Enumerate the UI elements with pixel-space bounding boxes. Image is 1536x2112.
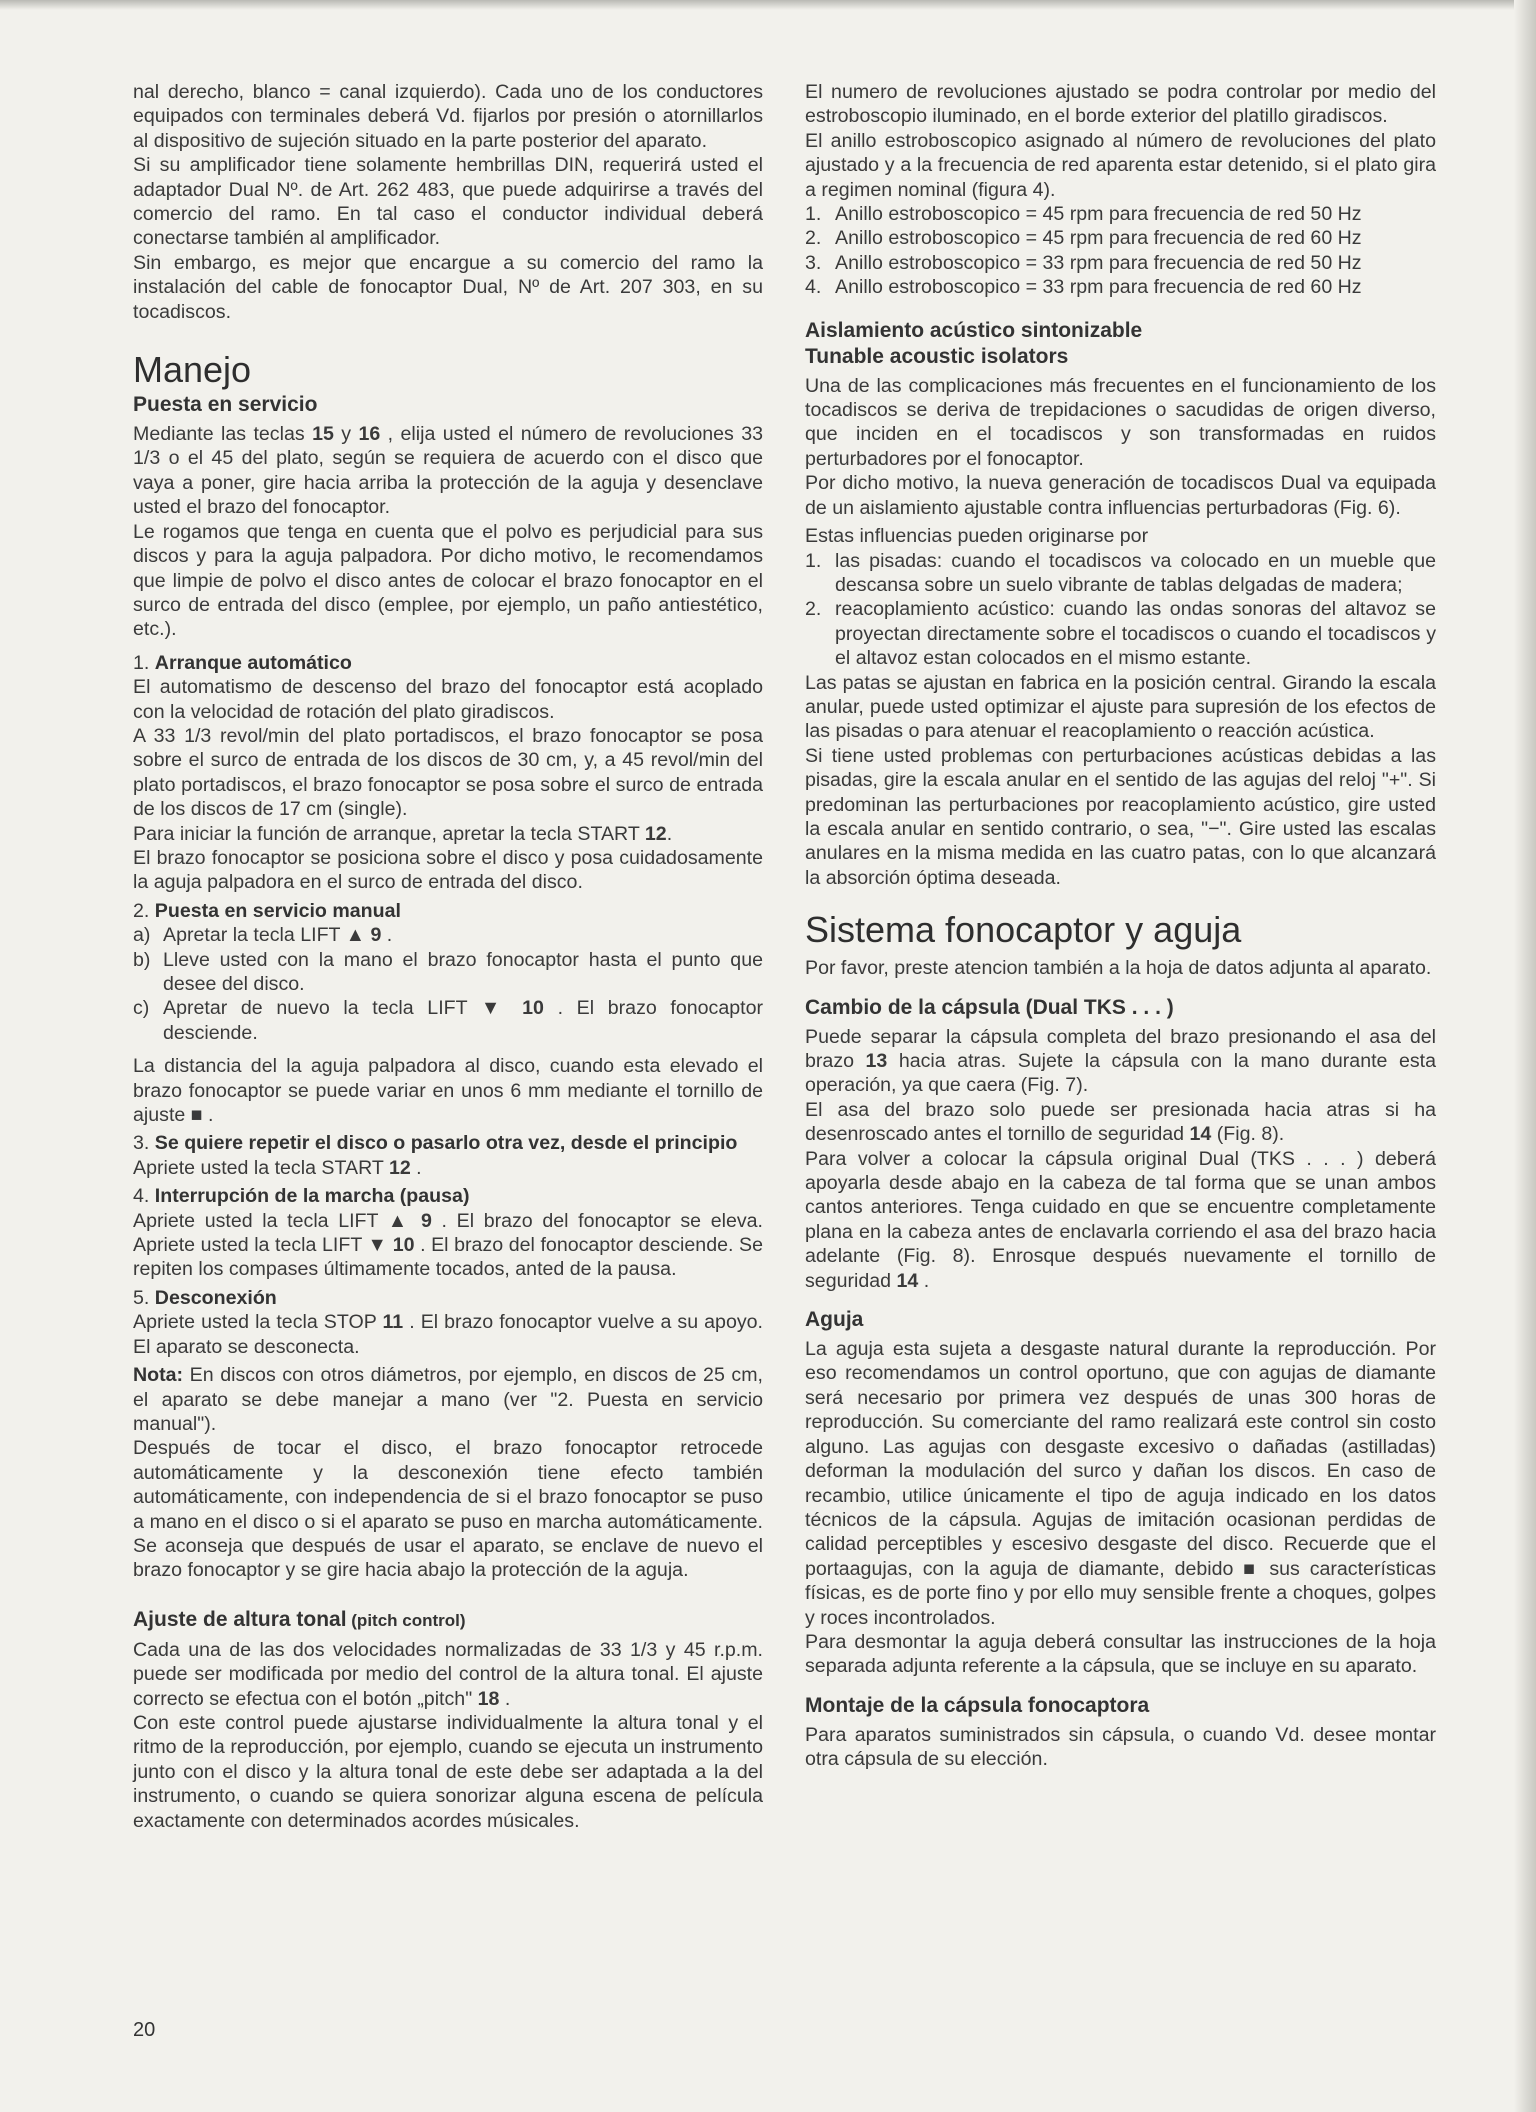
- paragraph-cambio-2: El asa del brazo solo puede ser presionada hacia atras si ha desenroscado antes el tornillo de seguridad 14 (Fig. 8).: [805, 1098, 1436, 1146]
- paragraph-cambio-3: Para volver a colocar la cápsula original Dual (TKS . . . ) deberá apoyarla desde abajo en la cabeza de tal forma que se unan ambos cantos anteriores. Tenga cuidado en que se encuentre completamente plana en la cabeza antes de enclavarla corriendo el asa del brazo hacia adelante (Fig. 8). Enrosque después nuevamente el tornillo de seguridad 14 .: [805, 1147, 1436, 1292]
- heading-interrupcion: 4. Interrupción de la marcha (pausa): [133, 1185, 470, 1208]
- paragraph-aislamiento-2: Por dicho motivo, la nueva generación de tocadiscos Dual va equipada de un aislamiento ajustable contra influencias perturbadoras (Fig. 6).: [805, 472, 1436, 519]
- subheading-aislamiento: Aislamiento acústico sintonizable: [805, 318, 1143, 342]
- paragraph-aguja-1: La aguja esta sujeta a desgaste natural durante la reproducción. Por eso recomendamos un control oportuno, que con agujas de diamante será necesario por primera vez después de unas 300 horas de reproducción. Su comerciante del ramo realizará este control sin costo alguno. Las agujas con desgaste excesivo o dañadas (astilladas) deforman la modulación del surco y dañan los discos. En caso de recambio, utilice únicamente el tipo de aguja indicado en los datos técnicos de la cápsula. Agujas de imitación ocasionan perdidas de calidad perceptibles y escesivo desgaste del disco. Recuerde que el portaagujas, con la aguja de diamante, debido ■ sus características físicas, es de porte fino y por ello muy sensible frente a choques, golpes y roces incontrolados.: [805, 1338, 1436, 1629]
- paragraph-cable-install: Sin embargo, es mejor que encargue a su comercio del ramo la instalación del cable de fonocaptor Dual, Nº de Art. 207 303, en su tocadiscos.: [133, 251, 763, 323]
- list-item: 1. las pisadas: cuando el tocadiscos va colocado en un mueble que descansa sobre un suelo vibrante de tablas delgadas de madera;: [805, 549, 1436, 596]
- paragraph-despues: Después de tocar el disco, el brazo fonocaptor retrocede automáticamente y la desconexión tiene efecto también automáticamente, con independencia de si el brazo fonocaptor se puso a mano en el disco o si el aparato se puso en marcha automáticamente. Se aconseja que después de usar el aparato, se enclave de nuevo el brazo fonocaptor y se gire hacia abajo la protección de la aguja.: [133, 1437, 763, 1582]
- left-column: [133, 80, 763, 1833]
- list-item: 2. Anillo estroboscopico = 45 rpm para frecuencia de red 60 Hz: [805, 227, 1362, 250]
- page-gutter-shadow: [1514, 0, 1536, 2112]
- paragraph-sistema: Por favor, preste atencion también a la hoja de datos adjunta al aparato.: [805, 957, 1432, 980]
- paragraph-arranque-3: Para iniciar la función de arranque, apretar la tecla START 12.: [133, 822, 673, 845]
- list-item: b) Lleve usted con la mano el brazo fonocaptor hasta el punto que desee del disco.: [133, 948, 763, 995]
- heading-desconexion: 5. Desconexión: [133, 1286, 277, 1309]
- heading-arranque: 1. Arranque automático: [133, 651, 352, 674]
- manual-steps-list: [133, 923, 763, 1045]
- paragraph-connection: nal derecho, blanco = canal izquierdo). Cada uno de los conductores equipados con terminales deberá Vd. fijarlos por presión o atornillarlos al dispositivo de sujeción situado en la parte posterior del aparato.: [133, 81, 763, 152]
- strobe-rings-list: [805, 202, 1436, 300]
- paragraph-puesta-2: Le rogamos que tenga en cuenta que el polvo es perjudicial para sus discos y para la aguja palpadora. Por dicho motivo, le recomendamos que limpie de polvo el disco antes de colocar el brazo fonocaptor en el surco de entrada del disco (emplee, por ejemplo, un paño antiestético, etc.).: [133, 520, 763, 641]
- section-title-sistema: Sistema fonocaptor y aguja: [805, 909, 1242, 951]
- paragraph-interrupcion: Apriete usted la tecla LIFT ▲ 9 . El brazo del fonocaptor se eleva. Apriete usted la tecla LIFT ▼ 10 . El brazo del fonocaptor desciende. Se repiten los compases últimamente tocados, anted de la pausa.: [133, 1209, 763, 1281]
- heading-repetir: 3. Se quiere repetir el disco o pasarlo otra vez, desde el principio: [133, 1132, 738, 1155]
- page-number: 20: [133, 2019, 156, 2041]
- paragraph-montaje: Para aparatos suministrados sin cápsula, o cuando Vd. desee montar otra cápsula de su elección.: [805, 1723, 1436, 1771]
- paragraph-repetir: Apriete usted la tecla START 12 .: [133, 1156, 422, 1179]
- paragraph-arranque-1: El automatismo de descenso del brazo del fonocaptor está acoplado con la velocidad de rotación del plato giradiscos.: [133, 676, 763, 723]
- scan-top-shadow: [0, 0, 1536, 10]
- subheading-ajuste-altura: Ajuste de altura tonal (pitch control): [133, 1607, 466, 1631]
- paragraph-puesta-1: Mediante las teclas 15 y 16 , elija usted el número de revoluciones 33 1/3 o el 45 del plato, según se requiera de acuerdo con el disco que vaya a poner, gire hacia arriba la protección de la aguja y desenclave usted el brazo del fonocaptor.: [133, 423, 764, 519]
- list-item: 1. Anillo estroboscopico = 45 rpm para frecuencia de red 50 Hz: [805, 203, 1362, 226]
- paragraph-arranque-4: El brazo fonocaptor se posiciona sobre el disco y posa cuidadosamente la aguja palpadora en el surco de entrada del disco.: [133, 846, 763, 894]
- subheading-puesta-en-servicio: Puesta en servicio: [133, 393, 318, 417]
- paragraph-din-adapter: Si su amplificador tiene solamente hembrillas DIN, requerirá usted el adaptador Dual Nº. de Art. 262 483, que puede adquirirse a través del comercio del ramo. En tal caso el conductor individual deberá conectarse también al amplificador.: [133, 154, 763, 250]
- heading-manual: 2. Puesta en servicio manual: [133, 899, 401, 922]
- paragraph-distance: La distancia del la aguja palpadora al disco, cuando esta elevado el brazo fonocaptor se puede variar en unos 6 mm mediante el tornillo de ajuste ■ .: [133, 1055, 763, 1127]
- paragraph-nota: Nota: En discos con otros diámetros, por ejemplo, en discos de 25 cm, el aparato se debe manejar a mano (ver "2. Puesta en servicio manual").: [133, 1364, 763, 1435]
- paragraph-aguja-2: Para desmontar la aguja deberá consultar las instrucciones de la hoja separada adjunta referente a la cápsula, que se incluye en su aparato.: [805, 1630, 1436, 1678]
- paragraph-cambio-1: Puede separar la cápsula completa del brazo presionando el asa del brazo 13 hacia atras. Sujete la cápsula con la mano durante esta operación, ya que caera (Fig. 7).: [805, 1025, 1436, 1097]
- list-item: a) Apretar la tecla LIFT ▲ 9 .: [133, 924, 393, 947]
- influences-list: [805, 549, 1436, 671]
- paragraph-arranque-2: A 33 1/3 revol/min del plato portadiscos, el brazo fonocaptor se posa sobre el surco de entrada de los discos de 30 cm, y, a 45 revol/min del plato portadiscos, el brazo fonocaptor se posa sobre el surco de entrada de los discos de 17 cm (single).: [133, 724, 763, 821]
- paragraph-revoluciones-2: El anillo estroboscopico asignado al número de revoluciones del plato ajustado y a la frecuencia de red aparenta estar detenido, si el plato gira a regimen nominal (figura 4).: [805, 129, 1436, 201]
- paragraph-aislamiento-3: Estas influencias pueden originarse por: [805, 525, 1149, 548]
- list-item: 4. Anillo estroboscopico = 33 rpm para frecuencia de red 60 Hz: [805, 276, 1362, 299]
- paragraph-ajuste-2: Con este control puede ajustarse individualmente la altura tonal y el ritmo de la reproducción, por ejemplo, cuando se ejecuta un instrumento junto con el disco y la altura tonal de este debe ser adaptada a la del instrumento, o cuando se quiera sonorizar alguna escena de película exactamente con determinados acordes músicales.: [133, 1711, 763, 1832]
- right-column: [805, 80, 1436, 1772]
- paragraph-aislamiento-5: Si tiene usted problemas con perturbaciones acústicas debidas a las pisadas, gire la escala anular en el sentido de las agujas del reloj "+". Si predominan las perturbaciones por reacoplamiento acústico, gire usted la escala anular en sentido contrario, o sea, "−". Gire usted las escalas anulares en la misma medida en las cuatro patas, con lo que alcanzará la absorción óptima deseada.: [805, 744, 1436, 889]
- section-title-manejo: Manejo: [133, 349, 252, 391]
- paragraph-desconexion: Apriete usted la tecla STOP 11 . El brazo fonocaptor vuelve a su apoyo. El aparato se desconecta.: [133, 1311, 763, 1358]
- list-item: 3. Anillo estroboscopico = 33 rpm para frecuencia de red 50 Hz: [805, 251, 1362, 274]
- subheading-cambio-capsula: Cambio de la cápsula (Dual TKS . . . ): [805, 995, 1174, 1019]
- paragraph-revoluciones-1: El numero de revoluciones ajustado se podra controlar por medio del estroboscopio iluminado, en el borde exterior del platillo giradiscos.: [805, 81, 1436, 128]
- paragraph-ajuste-1: Cada una de las dos velocidades normalizadas de 33 1/3 y 45 r.p.m. puede ser modificada por medio del control de la altura tonal. El ajuste correcto se efectua con el botón „pitch" 18 .: [133, 1638, 763, 1710]
- subheading-montaje: Montaje de la cápsula fonocaptora: [805, 1693, 1150, 1717]
- paragraph-aislamiento-1: Una de las complicaciones más frecuentes en el funcionamiento de los tocadiscos se deriva de trepidaciones o sacudidas de origen diverso, que inciden en el tocadiscos y son transformadas en ruidos perturbadores por el fonocaptor.: [805, 374, 1436, 470]
- list-item: c) Apretar de nuevo la tecla LIFT ▼ 10 . El brazo fonocaptor desciende.: [133, 997, 764, 1044]
- list-item: 2. reacoplamiento acústico: cuando las ondas sonoras del altavoz se proyectan directamente sobre el tocadiscos o cuando el tocadiscos y el altavoz estan colocados en el mismo estante.: [805, 598, 1436, 670]
- subheading-aguja: Aguja: [805, 1308, 864, 1332]
- paragraph-aislamiento-4: Las patas se ajustan en fabrica en la posición central. Girando la escala anular, puede usted optimizar el ajuste para supresión de los efectos de las pisadas o para atenuar el reacoplamiento o reacción acústica.: [805, 671, 1436, 743]
- subheading-tunable-isolators: Tunable acoustic isolators: [805, 344, 1069, 368]
